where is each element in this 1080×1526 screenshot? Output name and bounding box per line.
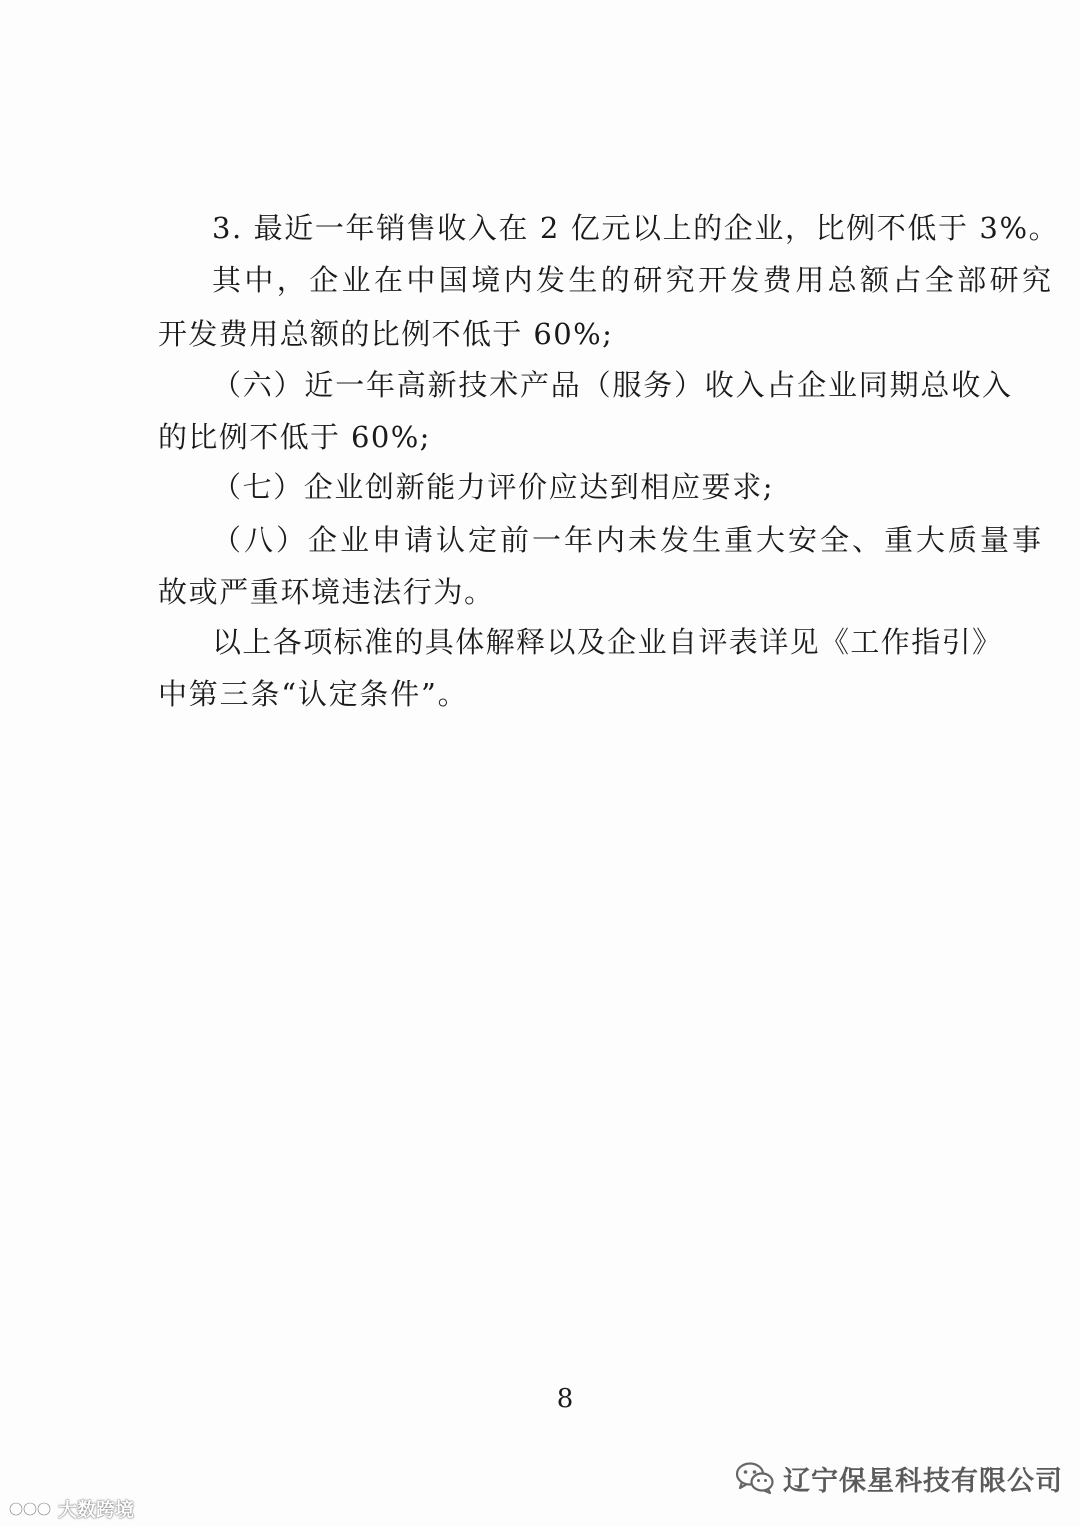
text-line-8: 故或严重环境违法行为。 xyxy=(158,575,495,609)
brand-logo-icon xyxy=(8,1497,52,1519)
text-line-7: （八）企业申请认定前一年内未发生重大安全、重大质量事 xyxy=(212,523,1045,557)
text-line-10: 中第三条“认定条件”。 xyxy=(158,677,469,711)
text-line-1: 3. 最近一年销售收入在 2 亿元以上的企业，比例不低于 3%。 xyxy=(212,211,1060,245)
brand-name: 大数跨境 xyxy=(58,1498,135,1521)
page-number: 8 xyxy=(556,1384,574,1414)
text-line-4: （六）近一年高新技术产品（服务）收入占企业同期总收入 xyxy=(212,368,1013,402)
text-line-9: 以上各项标准的具体解释以及企业自评表详见《工作指引》 xyxy=(212,625,1003,659)
wechat-icon xyxy=(735,1461,775,1495)
text-line-5: 的比例不低于 60%; xyxy=(158,420,431,454)
text-line-3: 开发费用总额的比例不低于 60%; xyxy=(158,317,614,351)
text-line-6: （七）企业创新能力评价应达到相应要求; xyxy=(212,470,775,504)
brand-watermark xyxy=(8,1496,134,1520)
text-line-2: 其中，企业在中国境内发生的研究开发费用总额占全部研究 xyxy=(212,263,1055,297)
company-name: 辽宁保星科技有限公司 xyxy=(783,1465,1063,1497)
company-watermark xyxy=(735,1458,1063,1498)
